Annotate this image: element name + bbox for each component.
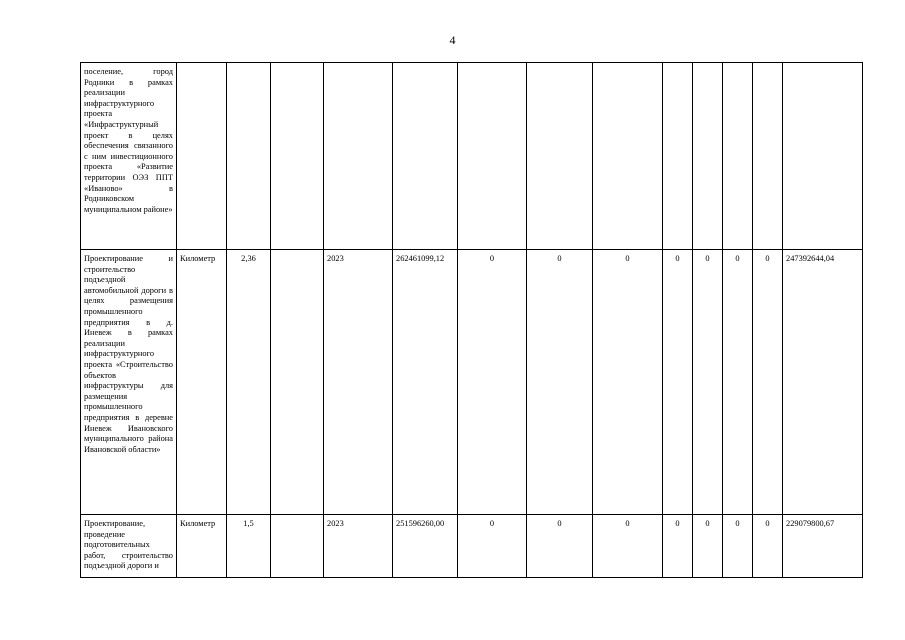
total-cell	[783, 63, 863, 250]
empty-cell	[271, 63, 324, 250]
value-cell: 0	[723, 250, 753, 515]
year-cell: 2023	[324, 515, 393, 578]
table-row	[81, 515, 863, 578]
value-cell	[723, 63, 753, 250]
value-cell: 0	[593, 515, 663, 578]
cost-cell	[393, 63, 458, 250]
unit-cell: Километр	[177, 515, 227, 578]
value-cell: 0	[663, 250, 693, 515]
capacity-cell	[227, 63, 271, 250]
value-cell: 0	[663, 515, 693, 578]
year-cell: 2023	[324, 250, 393, 515]
capacity-cell: 1,5	[227, 515, 271, 578]
unit-cell: Километр	[177, 250, 227, 515]
table-row	[81, 250, 863, 515]
value-cell: 0	[753, 515, 783, 578]
empty-cell	[271, 250, 324, 515]
table-row	[81, 63, 863, 250]
total-cell: 229079800,67	[783, 515, 863, 578]
value-cell: 0	[527, 515, 593, 578]
value-cell: 0	[693, 515, 723, 578]
unit-cell	[177, 63, 227, 250]
value-cell: 0	[527, 250, 593, 515]
value-cell: 0	[723, 515, 753, 578]
value-cell	[663, 63, 693, 250]
object-name-cell: Проектирование и строительство подъездной автомобильной дороги в целях размещения промышленного предприятия в д. Иневеж в рамках реализации инфраструктурного проекта «Строительство объектов инфраструктуры для размещения промышленного предприятия в деревне Иневеж Ивановского муниципального района Ивановской области»	[81, 250, 177, 515]
cost-cell: 262461099,12	[393, 250, 458, 515]
value-cell: 0	[458, 250, 527, 515]
value-cell	[693, 63, 723, 250]
page-number: 4	[449, 33, 456, 47]
capacity-cell: 2,36	[227, 250, 271, 515]
empty-cell	[271, 515, 324, 578]
value-cell	[458, 63, 527, 250]
value-cell	[753, 63, 783, 250]
value-cell	[593, 63, 663, 250]
value-cell: 0	[458, 515, 527, 578]
total-cell: 247392644,04	[783, 250, 863, 515]
object-name-cell: Проектирование, проведение подготовительных работ, строительство подъездной дороги и	[81, 515, 177, 578]
value-cell: 0	[753, 250, 783, 515]
cost-cell: 251596260,00	[393, 515, 458, 578]
value-cell: 0	[693, 250, 723, 515]
year-cell	[324, 63, 393, 250]
value-cell: 0	[593, 250, 663, 515]
value-cell	[527, 63, 593, 250]
data-table	[80, 62, 863, 578]
object-name-cell: поселение, город Родники в рамках реализации инфраструктурного проекта «Инфраструктурный проект в целях обеспечения связанного с ним инвестиционного проекта «Развитие территории ОЭЗ ППТ «Иваново» в Родниковском муниципальном районе»	[81, 63, 177, 250]
